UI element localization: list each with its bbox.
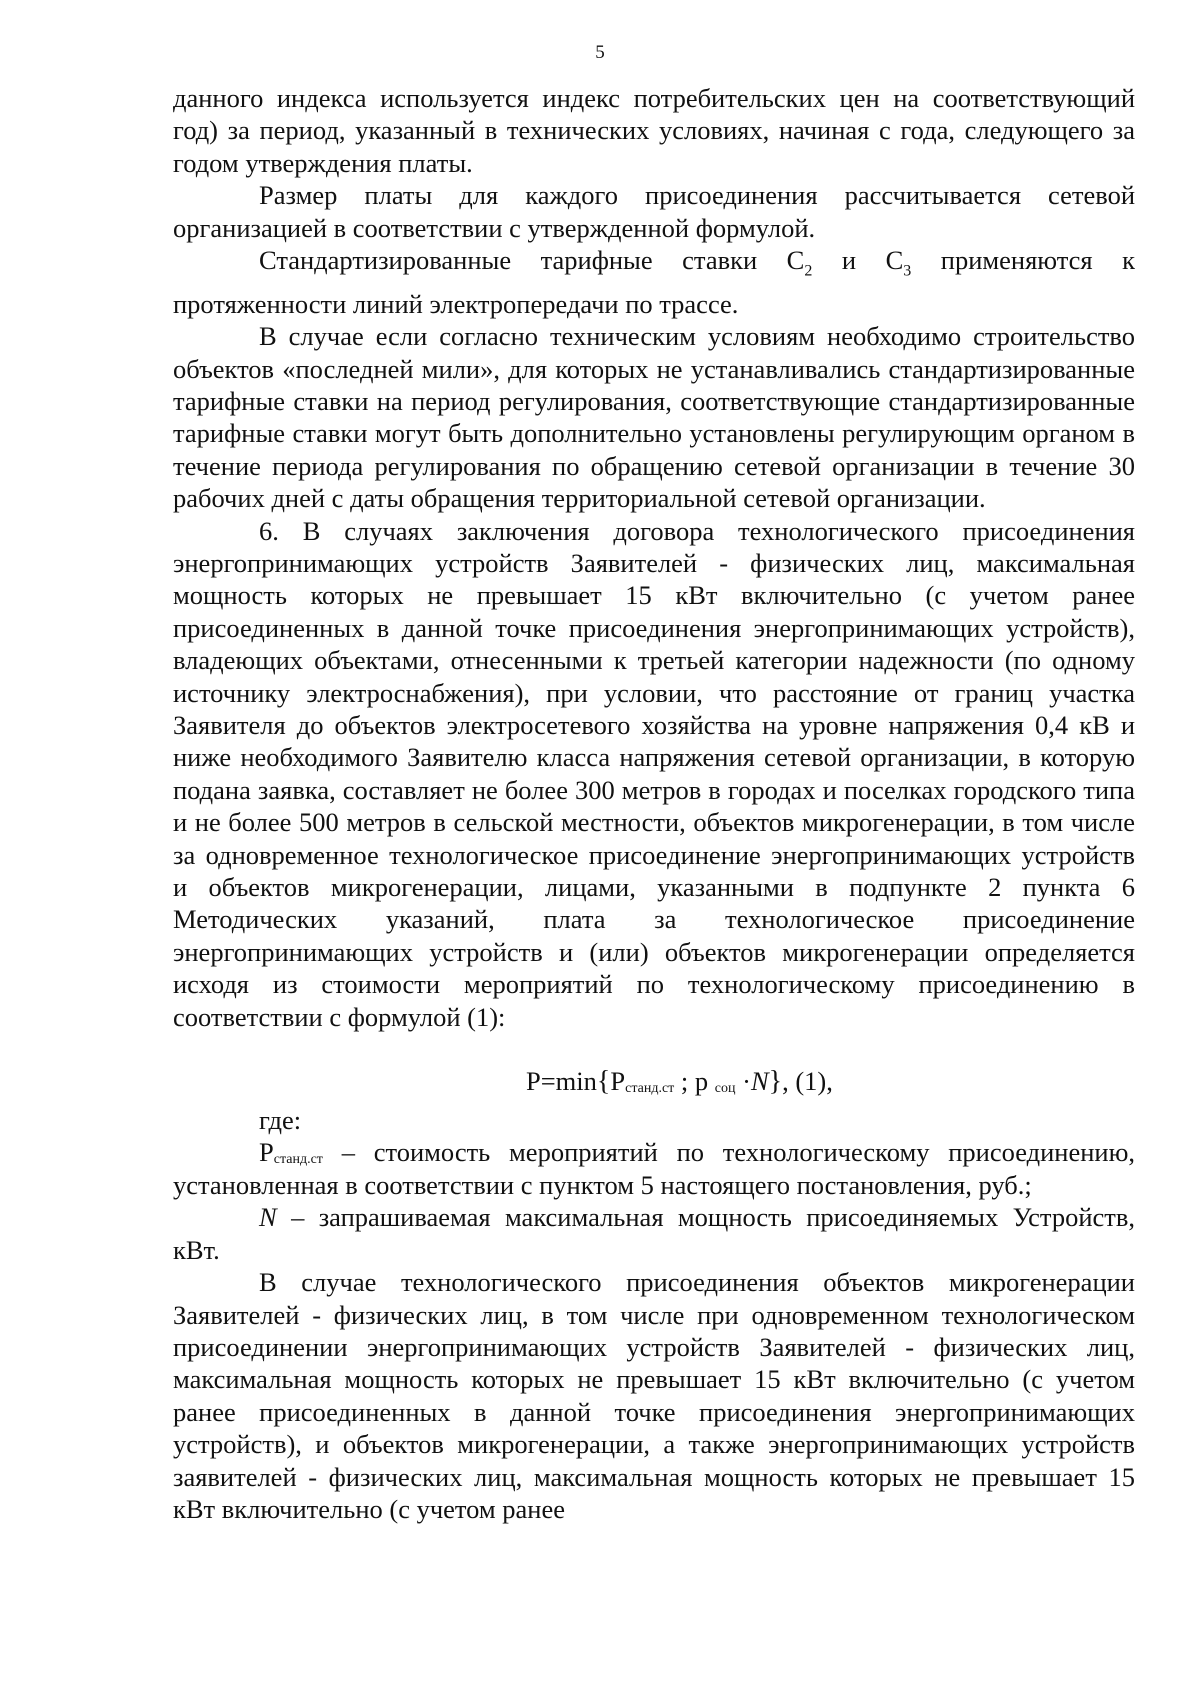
formula-term1-sub: станд.ст — [625, 1081, 675, 1097]
page-number: 5 — [595, 42, 605, 63]
definition-1-symbol-sub: станд.ст — [273, 1152, 323, 1168]
formula-term2-sub: соц — [714, 1081, 736, 1097]
formula-tail: , (1), — [782, 1066, 833, 1097]
paragraph-last: В случае технологического присоединения объектов микрогенерации Заявителей - физических лиц, в том числе при одновременном технологическом присоединении энергопринимающих устройств Заявителей - физических лиц, максимальная мощность которых не превышает 15 кВт включительно (с учетом ранее присоединенных в данной точке присоединения энергопринимающих устройств), и объектов микрогенерации, а также энергопринимающих устройств заявителей - физических лиц, максимальная мощность которых не превышает 15 кВт включительно (с учетом ранее — [173, 1267, 1135, 1524]
subscript-c3: 3 — [903, 262, 912, 280]
formula-dot: · — [735, 1066, 751, 1097]
definition-2-symbol: N — [259, 1202, 277, 1233]
formula-term1: P — [610, 1066, 626, 1097]
definition-2-text: – запрашиваемая максимальная мощность присоединяемых Устройств, кВт. — [173, 1202, 1135, 1265]
where-label: где: — [259, 1105, 302, 1136]
subscript-c2: 2 — [804, 262, 813, 280]
paragraph-1: Размер платы для каждого присоединения рассчитывается сетевой организацией в соответствии с утвержденной формулой. — [173, 180, 1135, 243]
definition-1-symbol: P — [259, 1137, 274, 1168]
paragraph-2 — [173, 244, 1135, 320]
paragraph-3: В случае если согласно техническим условиям необходимо строительство объектов «последней мили», для которых не устанавливались стандартизированные тарифные ставки на период регулирования, соответствующие стандартизированные тарифные ставки могут быть дополнительно установлены регулирующим органом в течение периода регулирования по обращению сетевой организации в течение 30 рабочих дней с даты обращения территориальной сетевой организации. — [173, 321, 1135, 514]
formula-lhs: P=min — [526, 1066, 597, 1097]
paragraph-4: 6. В случаях заключения договора технологического присоединения энергопринимающих устройств Заявителей - физических лиц, максимальная мощность которых не превышает 15 кВт включительно (с учетом ранее присоединенных в данной точке присоединения энергопринимающих устройств), владеющих объектами, отнесенными к третьей категории надежности (по одному источнику электроснабжения), при условии, что расстояние от границ участка Заявителя до объектов электросетевого хозяйства на уровне напряжения 0,4 кВ и ниже необходимого Заявителю класса напряжения сетевой организации, в которую подана заявка, составляет не более 300 метров в городах и поселках городского типа и не более 500 метров в сельской местности, объектов микрогенерации, в том числе за одновременное технологическое присоединение энергопринимающих устройств и объектов микрогенерации, лицами, указанными в подпункте 2 пункта 6 Методических указаний, плата за технологическое присоединение энергопринимающих устройств и (или) объектов микрогенерации определяется исходя из стоимости мероприятий по технологическому присоединению в соответствии с формулой (1): — [173, 515, 1135, 1032]
formula-var-n: N — [750, 1066, 769, 1097]
formula-separator: ; p — [674, 1066, 715, 1097]
definition-1-text: – стоимость мероприятий по технологическому присоединению, установленная в соответствии с пунктом 5 настоящего постановления, руб.; — [173, 1137, 1135, 1200]
formula-1 — [173, 1059, 1135, 1104]
paragraph-2-text-b: и С — [812, 245, 904, 276]
paragraph-2-text-c: применяются к протяженности линий электропередачи по трассе. — [173, 245, 1135, 319]
definition-2 — [173, 1201, 1135, 1266]
paragraph-0: данного индекса используется индекс потребительских цен на соответствующий год) за период, указанный в технических условиях, начиная с года, следующего за годом утверждения платы. — [173, 83, 1135, 178]
formula-close-brace: } — [768, 1066, 783, 1098]
formula-open-brace: { — [596, 1066, 611, 1098]
document-body — [173, 82, 1135, 1525]
definition-1 — [173, 1136, 1135, 1201]
paragraph-2-text-a: Стандартизированные тарифные ставки С — [259, 245, 805, 276]
